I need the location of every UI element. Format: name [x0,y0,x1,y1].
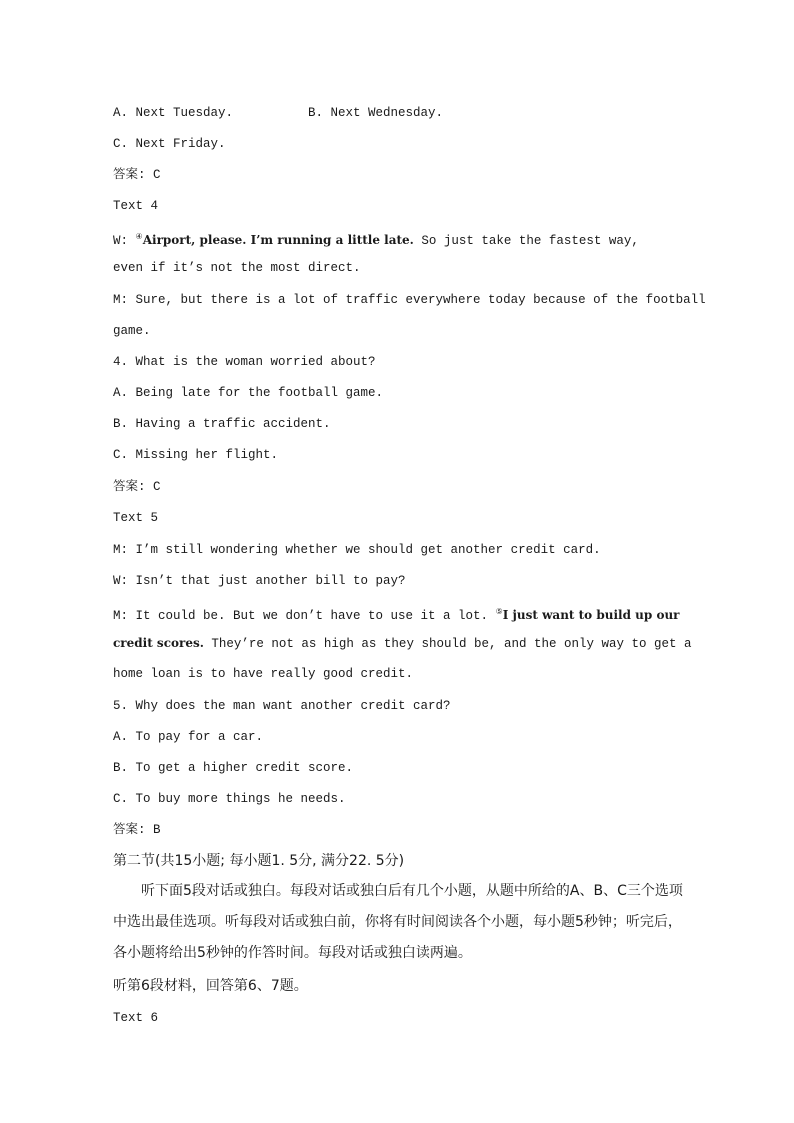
text-heading: Text 5 [113,511,159,525]
instructions-paragraph: 听下面5段对话或独白。每段对话或独白后有几个小题，从题中所给的A、B、C三个选项中选出最佳选项。听每段对话或独白前，你将有时间阅读各个小题，每小题5秒钟；听完后，各小题将给出5秒钟的作答时间。每段对话或独白读两遍。 [113,883,683,961]
option-c: C. To buy more things he needs. [113,792,346,806]
dialogue-text: So just take the fastest way, [421,234,639,248]
dialogue-line [113,635,691,652]
key-sentence: credit scores. [113,636,204,650]
speaker-label: W: [113,234,129,248]
answer-line: 答案: C [113,480,161,494]
text-heading: Text 6 [113,1011,159,1025]
option-line [113,105,443,121]
question-5: 5. Why does the man want another credit card? [113,699,451,713]
option-b: B. Having a traffic accident. [113,417,331,431]
section-heading: 第二节(共15小题; 每小题1. 5分, 满分22. 5分) [113,853,405,869]
option-c: C. Next Friday. [113,137,226,151]
dialogue-line [113,229,639,249]
dialogue-line: W: Isn’t that just another bill to pay? [113,574,406,588]
dialogue-line: even if it’s not the most direct. [113,261,361,275]
dialogue-line [113,604,680,624]
listening-prompt: 听第6段材料，回答第6、7题。 [113,978,308,994]
key-sentence: I just want to build up our [502,608,680,622]
dialogue-line: home loan is to have really good credit. [113,667,414,681]
option-b: B. Next Wednesday. [308,106,444,120]
dialogue-text: They’re not as high as they should be, and the only way to get a [211,637,692,651]
option-c: C. Missing her flight. [113,448,279,462]
text-heading: Text 4 [113,199,159,213]
answer-line: 答案: C [113,168,161,182]
note-marker: ⑤ [495,607,503,616]
option-b: B. To get a higher credit score. [113,761,354,775]
answer-line: 答案: B [113,823,161,837]
dialogue-line: game. [113,324,151,338]
option-a: A. To pay for a car. [113,730,264,744]
key-sentence: Airport, please. I’m running a little late. [142,233,414,247]
question-4: 4. What is the woman worried about? [113,355,376,369]
dialogue-line: M: I’m still wondering whether we should get another credit card. [113,543,601,557]
option-a: A. Next Tuesday. [113,106,234,120]
note-marker: ④ [135,232,143,241]
dialogue-line: M: Sure, but there is a lot of traffic everywhere today because of the football [113,293,706,307]
option-a: A. Being late for the football game. [113,386,384,400]
dialogue-text: M: It could be. But we don’t have to use it a lot. [113,609,489,623]
